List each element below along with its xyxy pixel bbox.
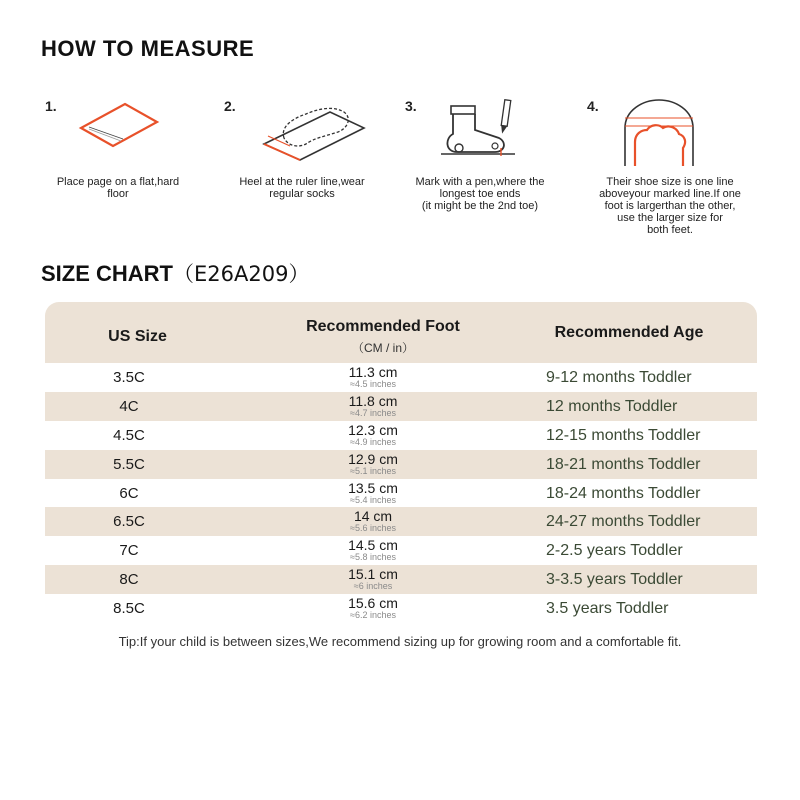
foot-cm: 12.9 cm: [348, 450, 398, 467]
table-header: [45, 302, 757, 363]
table-row: [45, 565, 757, 594]
step-text: Their shoe size is one line aboveyour marked line.If one foot is largerthan the other, use the larger size for both feet.: [599, 176, 741, 236]
foot-inches: ≈6 inches: [353, 581, 393, 592]
table-row: [45, 507, 757, 536]
cell-age: 12-15 months Toddler: [546, 426, 701, 444]
header-us-size: US Size: [108, 328, 167, 345]
header-recommended-foot: [283, 318, 483, 356]
foot-inches: ≈4.5 inches: [350, 379, 396, 389]
cell-us-size: 8C: [119, 571, 139, 589]
cell-us-size: 7C: [119, 542, 139, 560]
step-number: 3.: [405, 98, 417, 114]
cell-us-size: 6C: [119, 484, 139, 502]
cell-age: 2-2.5 years Toddler: [546, 542, 683, 560]
cell-foot-length: [315, 452, 431, 476]
step-number: 2.: [224, 98, 236, 114]
cell-foot-length: [315, 596, 431, 620]
foot-cm: 14 cm: [353, 508, 393, 525]
cell-us-size: 8.5C: [113, 600, 145, 618]
cell-foot-length: [315, 538, 431, 562]
foot-inches: ≈5.1 inches: [350, 465, 396, 476]
cell-age: 3.5 years Toddler: [546, 600, 669, 618]
cell-us-size: 3.5C: [113, 369, 145, 386]
foot-on-size-lines-icon: [621, 98, 731, 168]
step-text: Heel at the ruler line,wear regular socks: [239, 176, 365, 200]
table-row: [45, 363, 757, 392]
cell-age: 18-21 months Toddler: [546, 455, 701, 473]
cell-us-size: 4.5C: [113, 426, 145, 444]
header-foot-label: Recommended Foot: [306, 318, 460, 335]
cell-foot-length: [315, 423, 431, 447]
step-text: Place page on a flat,hard floor: [56, 176, 180, 200]
cell-age: 3-3.5 years Toddler: [546, 571, 683, 589]
table-body: [45, 363, 757, 623]
foot-cm: 15.1 cm: [348, 566, 398, 583]
cell-foot-length: [315, 509, 431, 533]
foot-cm: 15.6 cm: [348, 595, 398, 612]
table-row: [45, 392, 757, 421]
header-recommended-age: Recommended Age: [554, 324, 704, 341]
sock-pen-mark-icon: [435, 98, 545, 168]
how-to-measure-title: HOW TO MEASURE: [41, 36, 255, 61]
foot-cm: 12.3 cm: [348, 421, 398, 438]
cell-us-size: 6.5C: [113, 513, 145, 531]
cell-age: 18-24 months Toddler: [546, 484, 701, 502]
size-chart-table: [45, 302, 757, 624]
foot-inches: ≈6.2 inches: [350, 610, 396, 621]
cell-us-size: 5.5C: [113, 455, 145, 473]
foot-inches: ≈5.8 inches: [350, 552, 396, 563]
foot-inches: ≈4.7 inches: [350, 407, 396, 418]
table-row: [45, 594, 757, 623]
cell-age: 12 months Toddler: [546, 397, 678, 415]
size-chart-title: [41, 258, 309, 288]
cell-age: 24-27 months Toddler: [546, 513, 701, 531]
foot-cm: 13.5 cm: [348, 479, 398, 496]
table-row: [45, 421, 757, 450]
table-row: [45, 536, 757, 565]
foot-cm: 14.5 cm: [348, 537, 398, 554]
step-number: 1.: [45, 98, 57, 114]
cell-foot-length: [315, 481, 431, 505]
foot-cm: 11.8 cm: [348, 392, 398, 409]
sizing-tip: Tip:If your child is between sizes,We recommend sizing up for growing room and a comfortable fit.: [118, 634, 682, 649]
size-chart-title-text: SIZE CHART: [41, 261, 173, 286]
step-text: Mark with a pen,where the longest toe ends (it might be the 2nd toe): [415, 176, 545, 212]
cell-us-size: 4C: [119, 397, 139, 415]
sock-heel-ruler-icon: [260, 98, 370, 168]
cell-age: 9-12 months Toddler: [546, 369, 692, 386]
table-row: [45, 479, 757, 508]
step-number: 4.: [587, 98, 599, 114]
foot-cm: 11.3 cm: [348, 364, 398, 380]
foot-inches: ≈4.9 inches: [350, 436, 396, 447]
foot-inches: ≈5.6 inches: [350, 523, 396, 534]
cell-foot-length: [315, 394, 431, 418]
header-foot-unit: （CM / in）: [351, 341, 414, 355]
paper-on-floor-icon: [75, 100, 185, 170]
size-chart-code: （E26A209）: [173, 262, 310, 286]
cell-foot-length: [315, 567, 431, 591]
cell-foot-length: [315, 365, 431, 389]
foot-inches: ≈5.4 inches: [350, 494, 396, 505]
table-row: [45, 450, 757, 479]
